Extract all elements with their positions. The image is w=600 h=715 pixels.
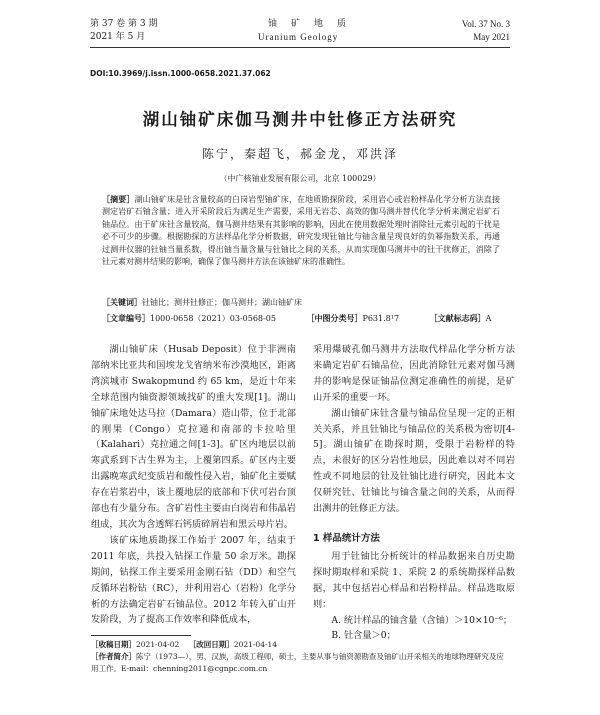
doc-code-label: ［文献标志码］ — [429, 313, 486, 323]
body-column-right — [313, 342, 515, 644]
abstract — [102, 193, 500, 268]
revised-label: ［改回日期］ — [188, 640, 234, 649]
header-volume-en: Vol. 37 No. 3 — [461, 19, 510, 29]
keywords — [102, 296, 500, 309]
running-header — [90, 18, 510, 48]
authors: 陈宁，秦超飞，郝金龙，邓洪泽 — [201, 147, 398, 161]
keywords-label: ［关键词］ — [102, 297, 142, 307]
header-volume: 第 37 卷 第 3 期 — [90, 19, 158, 29]
abstract-label: ［摘要］ — [102, 194, 135, 204]
body-paragraph: 该矿床地质勘探工作始于 2007 年，结束于 2011 年底，共投入钻探工作量 50 余万米。勘探期间，钻探工作主要采用金刚石钻（DD）和空气反循环岩粉钻（RC），并利用岩心（岩粉）化学分析的方法确定岩矿石铀品位。2012 年转入矿山开发阶段，为了提高工作效率和降低成本， — [91, 534, 296, 626]
header-journal-en: Uranium Geology — [258, 32, 339, 42]
paper-title: 湖山铀矿床伽马测井中钍修正方法研究 — [142, 110, 458, 129]
received-label: ［收稿日期］ — [91, 640, 136, 649]
header-journal-cn: 铀矿地质 — [268, 19, 361, 29]
clc-code: P631.8¹7 — [362, 314, 400, 323]
doc-code: A — [485, 314, 492, 323]
body-paragraph: 用于钍铀比分析统计的样品数据来自历史勘探时期取样和采院 1、采院 2 的系统勘探样品数据，其中包括岩心样品和岩粉样品。样品选取原则： — [313, 550, 515, 610]
classification-line — [102, 312, 500, 325]
author-bio-label: ［作者简介］ — [91, 652, 136, 661]
clc-label: ［中图分类号］ — [306, 313, 363, 323]
header-date-en: May 2021 — [473, 32, 510, 42]
body-column-left — [91, 342, 296, 628]
body-paragraph: 湖山铀矿床（Husab Deposit）位于非洲南部纳米比亚共和国埃龙戈省纳米布沙漠地区，距离湾滨城市 Swakopmund 约 65 km，是近十年来全球范围内铀资源领域找矿的重大发现[1]。湖山铀矿床地处达马拉（Damara）造山带，位于北部的刚果（Congo）克拉通和南部的卡拉哈里（Kalahari）克拉通之间[1-3]。矿区内地层以前寒武系到下古生界为主，上覆第四系。矿区内主要出露晚寒武纪变质岩和酸性侵入岩，铀矿化主要赋存在岩浆岩中，该上覆地层的底部和下伏可岩台顶部也有少量分布。含矿岩性主要由白岗岩和伟晶岩组成，其次为含透辉石钙质碎屑岩和黑云母片岩。 — [91, 344, 296, 530]
keywords-text: 钍铀比；测井钍修正；伽马测井；湖山铀矿床 — [142, 298, 302, 307]
received-date: 2021-04-02 — [136, 640, 180, 649]
body-paragraph: 湖山铀矿床钍含量与铀品位呈现一定的正相关关系，并且钍铀比与铀品位的关系极为密切[4-5]。湖山铀矿在勘探时期，受限于岩粉样的特点，未很好的区分岩性地层，因此难以对不同岩性或不同地层的钍及钍铀比进行研究，因此本文仅研究钍、钍铀比与铀含量之间的关系，从而得出测井的钍修正方法。 — [313, 407, 515, 515]
criteria-item-b: B. 钍含量＞0； — [331, 630, 396, 642]
body-paragraph: 采用爆破孔伽马测井方法取代样品化学分析方法来确定岩矿石铀品位，因此消除钍元素对伽马测井的影响是保证铀品位测定准确性的前提，是矿山开采的重要一环。 — [313, 344, 515, 403]
section-heading: 1 样品统计方法 — [313, 532, 380, 544]
criteria-item-a: A. 统计样品的铀含量（含铀）＞10×10⁻⁶； — [331, 614, 513, 626]
abstract-text: 湖山铀矿床是钍含量较高的白岗岩型铀矿床，在地质勘探阶段，采用岩心或岩粉样品化学分析方法直接测定岩矿石铀含量；进入开采阶段后为满足生产需要，采用无岩芯、高效的伽马测井替代化学分析来测定岩矿石铀品位。由于矿床钍含量较高，伽马测井结果有其影响的影响，因此在使用数据处理时消除钍元素引起的干扰是必不可少的步骤。根据勘探的方法样品化学分析数据，研究发现钍铀比与铀含量呈现良好的负幂指数关系，再通过测井仪器的钍铀当量系数，得出铀当量含量与钍铀比之间的关系，从而实现伽马测井中的钍干扰修正，消除了钍元素对测井结果的影响，确保了伽马测井方法在该铀矿床的准确性。 — [102, 195, 500, 267]
affiliation: （中广核铀业发展有限公司，北京 100029） — [219, 174, 381, 183]
revised-date: 2021-04-14 — [233, 640, 278, 649]
footnote-rule — [91, 635, 191, 636]
article-no: 1000-0658（2021）03-0568-05 — [150, 314, 276, 323]
header-rule — [90, 47, 510, 48]
footnote — [91, 639, 511, 675]
header-date-cn: 2021 年 5 月 — [90, 32, 146, 42]
doi: DOI:10.3969/j.issn.1000-0658.2021.37.062 — [90, 69, 271, 78]
author-bio: 陈宁（1973—），男，汉族，高级工程师，硕士，主要从事与铀资源勘查及铀矿山开采相关的地球物理研究及应用工作。E-mail：chenning2011@cgnpc.com.cn — [91, 652, 504, 673]
article-no-label: ［文章编号］ — [102, 313, 150, 323]
